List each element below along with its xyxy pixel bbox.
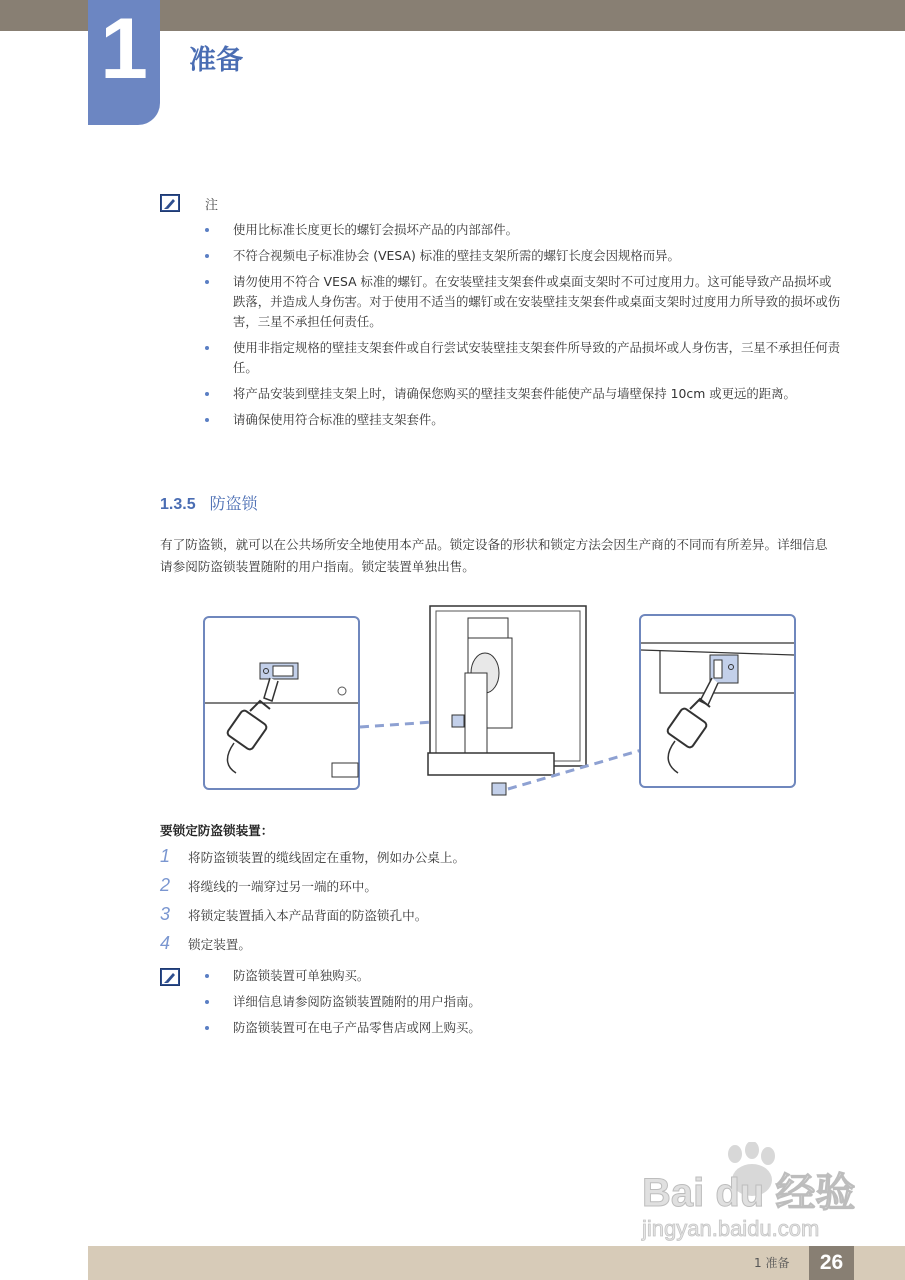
step-number: 2 <box>160 875 171 895</box>
watermark-url: jingyan.baidu.com <box>642 1216 820 1241</box>
step-number: 1 <box>160 846 171 866</box>
list-item: 不符合视频电子标准协会 (VESA) 标准的壁挂支架所需的螺钉长度会因规格而异。 <box>233 246 841 266</box>
chapter-number: 1 <box>100 1 148 97</box>
step-text: 将防盗锁装置的缆线固定在重物，例如办公桌上。 <box>188 850 466 865</box>
list-item: 请确保使用符合标准的壁挂支架套件。 <box>233 410 841 430</box>
section-heading <box>160 491 258 514</box>
step-text: 锁定装置。 <box>188 937 251 952</box>
chapter-title: 准备 <box>189 45 243 76</box>
section-paragraph: 有了防盗锁，就可以在公共场所安全地使用本产品。锁定设备的形状和锁定方法会因生产商的不同而有所差异。详细信息请参阅防盗锁装置随附的用户指南。锁定装置单独出售。 <box>160 537 828 574</box>
step-item <box>160 929 465 958</box>
list-item: 请勿使用不符合 VESA 标准的螺钉。在安装壁挂支架套件或桌面支架时不可过度用力。这可能导致产品损坏或跌落，并造成人身伤害。对于使用不适当的螺钉或在安装壁挂支架套件或桌面支架时过度用力所导致的损坏或伤害，三星不承担任何责任。 <box>233 272 841 332</box>
list-item: 将产品安装到壁挂支架上时，请确保您购买的壁挂支架套件能使产品与墙壁保持 10cm 或更远的距离。 <box>233 384 841 404</box>
section-number: 1.3.5 <box>160 496 196 513</box>
footer-label: 1 准备 <box>754 1256 790 1270</box>
steps-list <box>160 842 465 958</box>
baidu-watermark <box>640 1142 855 1242</box>
list-item: 详细信息请参阅防盗锁装置随附的用户指南。 <box>233 992 841 1012</box>
note-label: 注 <box>205 198 219 213</box>
note-pencil-icon <box>160 194 180 212</box>
note-list <box>233 220 841 436</box>
lock-illustration <box>200 603 800 803</box>
list-item: 防盗锁装置可单独购买。 <box>233 966 841 986</box>
step-item <box>160 842 465 871</box>
list-item: 使用非指定规格的壁挂支架套件或自行尝试安装壁挂支架套件所导致的产品损坏或人身伤害，三星不承担任何责任。 <box>233 338 841 378</box>
chapter-tab <box>88 0 160 125</box>
step-text: 将缆线的一端穿过另一端的环中。 <box>188 879 377 894</box>
step-item <box>160 900 465 929</box>
note-pencil-icon <box>160 968 180 986</box>
note-list <box>233 966 841 1044</box>
page-number: 26 <box>809 1246 854 1280</box>
step-text: 将锁定装置插入本产品背面的防盗锁孔中。 <box>188 908 428 923</box>
list-item: 防盗锁装置可在电子产品零售店或网上购买。 <box>233 1018 841 1038</box>
step-item <box>160 871 465 900</box>
list-item: 使用比标准长度更长的螺钉会损坏产品的内部部件。 <box>233 220 841 240</box>
section-title: 防盗锁 <box>209 494 258 513</box>
step-number: 4 <box>160 933 171 953</box>
steps-heading: 要锁定防盗锁装置： <box>160 823 274 838</box>
step-number: 3 <box>160 904 171 924</box>
watermark-brand: Bai du 经验 <box>642 1171 855 1215</box>
